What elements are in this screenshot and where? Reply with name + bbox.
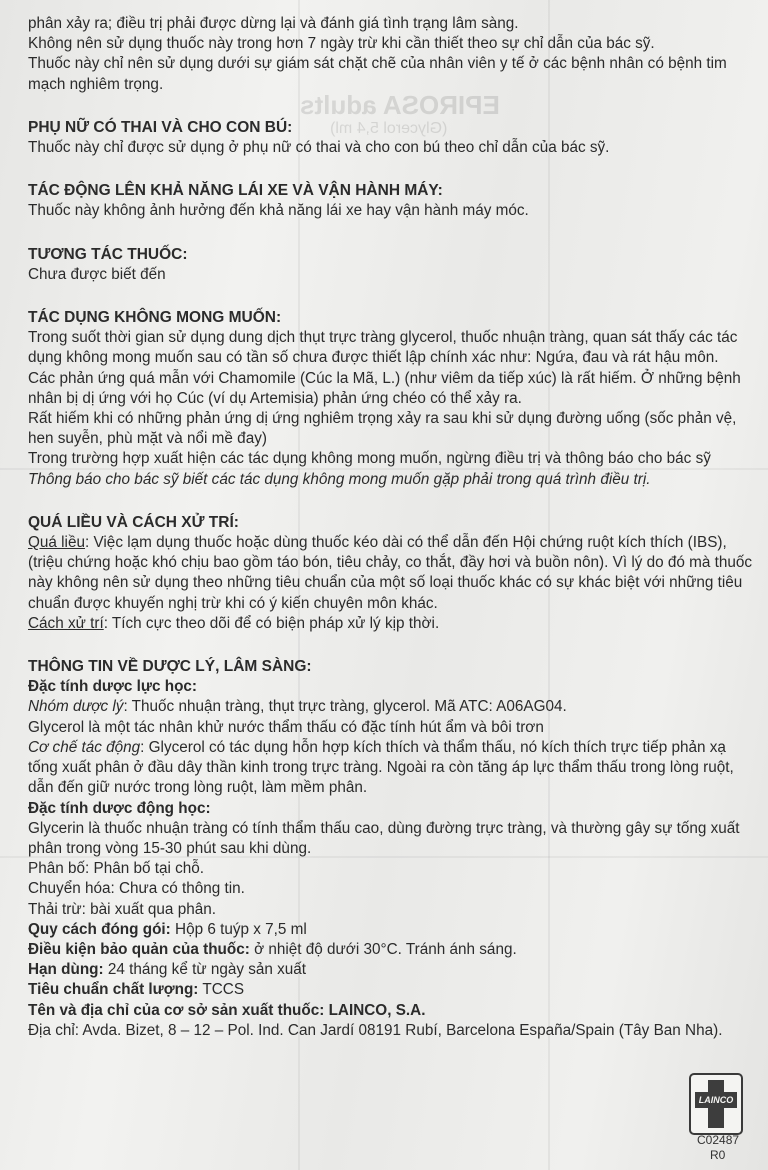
expiry-line (28, 960, 754, 980)
revision-code: R0 (710, 1148, 726, 1162)
pharmacodynamics-title: Đặc tính dược lực học: (28, 678, 198, 696)
adverse-paragraph: Các phản ứng quá mẫn với Chamomile (Cúc la Mã, L.) (như viêm da tiếp xúc) là rất hiếm. Ở những bệnh nhân bị dị ứng với họ Cúc (ví dụ Artemisia) phản ứng chéo có thể xảy ra. (28, 369, 741, 407)
leaflet-body (28, 14, 754, 1041)
overdose-label: Quá liều (28, 534, 85, 552)
intro-line: Không nên sử dụng thuốc này trong hơn 7 ngày trừ khi cần thiết theo sự chỉ dẫn của bác sỹ. (28, 35, 655, 53)
interactions-heading: TƯƠNG TÁC THUỐC: (28, 245, 188, 263)
intro-line: phân xảy ra; điều trị phải được dừng lại và đánh giá tình trạng lâm sàng. (28, 15, 519, 32)
bleed-through-title: EPIROSA adults (300, 90, 500, 120)
pharmacologic-group-text: : Thuốc nhuận tràng, thụt trực tràng, glycerol. Mã ATC: A06AG04. (123, 698, 567, 716)
manufacturer-address: Địa chỉ: Avda. Bizet, 8 – 12 – Pol. Ind. Can Jardí 08191 Rubí, Barcelona España/Spain (Tây Ban Nha). (28, 1021, 723, 1039)
storage-line (28, 940, 754, 960)
document-code: C02487 (697, 1133, 740, 1147)
lainco-logo (689, 1073, 743, 1135)
pharmacologic-group-label: Nhóm dược lý (28, 698, 124, 716)
pharmacologic-group (28, 697, 754, 717)
bleed-through-subtitle: (Glycerol 5,4 ml) (330, 120, 448, 137)
standard-line (28, 980, 754, 1000)
expiry-label: Hạn dùng: (28, 961, 104, 979)
adverse-paragraph: Trong suốt thời gian sử dụng dung dịch thụt trực tràng glycerol, thuốc nhuận tràng, quan sát thấy các tác dụng không mong muốn sau có tần số chưa được thiết lập chính xác như: Ngứa, đau và rát hậu môn. (28, 329, 738, 367)
adverse-report-note: Thông báo cho bác sỹ biết các tác dụng không mong muốn gặp phải trong quá trình điều trị. (28, 470, 651, 488)
management-label: Cách xử trí (28, 614, 104, 632)
glycerol-description: Glycerol là một tác nhân khử nước thẩm thấu có đặc tính hút ẩm và bôi trơn (28, 718, 544, 736)
overdose-paragraph (28, 533, 754, 614)
mechanism-paragraph (28, 738, 754, 799)
metabolism-text: Chuyển hóa: Chưa có thông tin. (28, 880, 245, 898)
standard-label: Tiêu chuẩn chất lượng: (28, 981, 199, 999)
management-paragraph (28, 614, 754, 634)
manufacturer-line: Tên và địa chỉ của cơ sở sản xuất thuốc: LAINCO, S.A. (28, 1001, 426, 1019)
expiry-value: 24 tháng kể từ ngày sản xuất (103, 961, 307, 979)
excretion-text: Thải trừ: bài xuất qua phân. (28, 900, 216, 918)
mechanism-label: Cơ chế tác động (28, 738, 141, 756)
pharmacology-heading: THÔNG TIN VỀ DƯỢC LÝ, LÂM SÀNG: (28, 658, 312, 676)
adverse-heading: TÁC DỤNG KHÔNG MONG MUỐN: (28, 309, 282, 327)
driving-heading: TÁC ĐỘNG LÊN KHẢ NĂNG LÁI XE VÀ VẬN HÀNH MÁY: (28, 182, 443, 200)
pregnancy-section (28, 118, 754, 158)
storage-value: ở nhiệt độ dưới 30°C. Tránh ánh sáng. (249, 940, 517, 958)
packaging-line (28, 920, 754, 940)
pharmacokinetics-text: Glycerin là thuốc nhuận tràng có tính thẩm thấu cao, dùng đường trực tràng, và thường gây sự tống xuất phân trong vòng 15-30 phút sau khi dùng. (28, 819, 740, 857)
pregnancy-text: Thuốc này chỉ được sử dụng ở phụ nữ có thai và cho con bú theo chỉ dẫn của bác sỹ. (28, 139, 610, 157)
overdose-heading: QUÁ LIỀU VÀ CÁCH XỬ TRÍ: (28, 513, 239, 531)
adverse-paragraph: Rất hiếm khi có những phản ứng dị ứng nghiêm trọng xảy ra sau khi sử dụng đường uống (sốc phản vệ, hen suyễn, phù mặt và nổi mề đay) (28, 410, 737, 448)
interactions-section (28, 245, 754, 285)
interactions-text: Chưa được biết đến (28, 265, 166, 283)
management-text: : Tích cực theo dõi để có biện pháp xử lý kịp thời. (103, 614, 440, 632)
pharmacokinetics-title: Đặc tính dược động học: (28, 799, 211, 817)
storage-label: Điều kiện bảo quản của thuốc: (28, 940, 250, 958)
logo-brand-text: LAINCO (698, 1095, 734, 1105)
overdose-section (28, 513, 754, 634)
packaging-label: Quy cách đóng gói: (28, 920, 171, 938)
driving-text: Thuốc này không ảnh hưởng đến khả năng lái xe hay vận hành máy móc. (28, 202, 529, 220)
overdose-text: : Việc lạm dụng thuốc hoặc dùng thuốc kéo dài có thể dẫn đến Hội chứng ruột kích thích (IBS), (triệu chứng hoặc khó chịu bao gồm táo bón, tiêu chảy, co thắt, đầy hơi và buồn nôn). Vì lý do đó mà thuốc này không nên sử dụng theo những tiêu chuẩn của một số loại thuốc khác có sự khác biệt với những tiêu chuẩn được khuyến nghị trừ khi có ý kiến chuyên môn khác. (28, 534, 753, 612)
standard-value: TCCS (198, 981, 245, 999)
adverse-paragraph: Trong trường hợp xuất hiện các tác dụng không mong muốn, ngừng điều trị và thông báo cho bác sỹ (28, 450, 711, 468)
distribution-text: Phân bố: Phân bố tại chỗ. (28, 860, 205, 878)
adverse-section (28, 308, 754, 490)
pregnancy-heading: PHỤ NỮ CÓ THAI VÀ CHO CON BÚ: (28, 118, 293, 136)
driving-section (28, 181, 754, 221)
pharmacology-section (28, 657, 754, 1041)
packaging-value: Hộp 6 tuýp x 7,5 ml (170, 920, 307, 938)
mechanism-text: : Glycerol có tác dụng hỗn hợp kích thích và thẩm thấu, nó kích thích trực tiếp phản xạ tống xuất phân ở đầu dây thần kinh trong trực tràng. Ngoài ra còn tăng áp lực thẩm thấu trong lòng ruột, dẫn đến giữ nước trong lòng ruột, làm mềm phân. (28, 738, 734, 797)
intro-line: Thuốc này chỉ nên sử dụng dưới sự giám sát chặt chẽ của nhân viên y tế ở các bệnh nhân có bệnh tim mạch nghiêm trọng. (28, 55, 727, 93)
